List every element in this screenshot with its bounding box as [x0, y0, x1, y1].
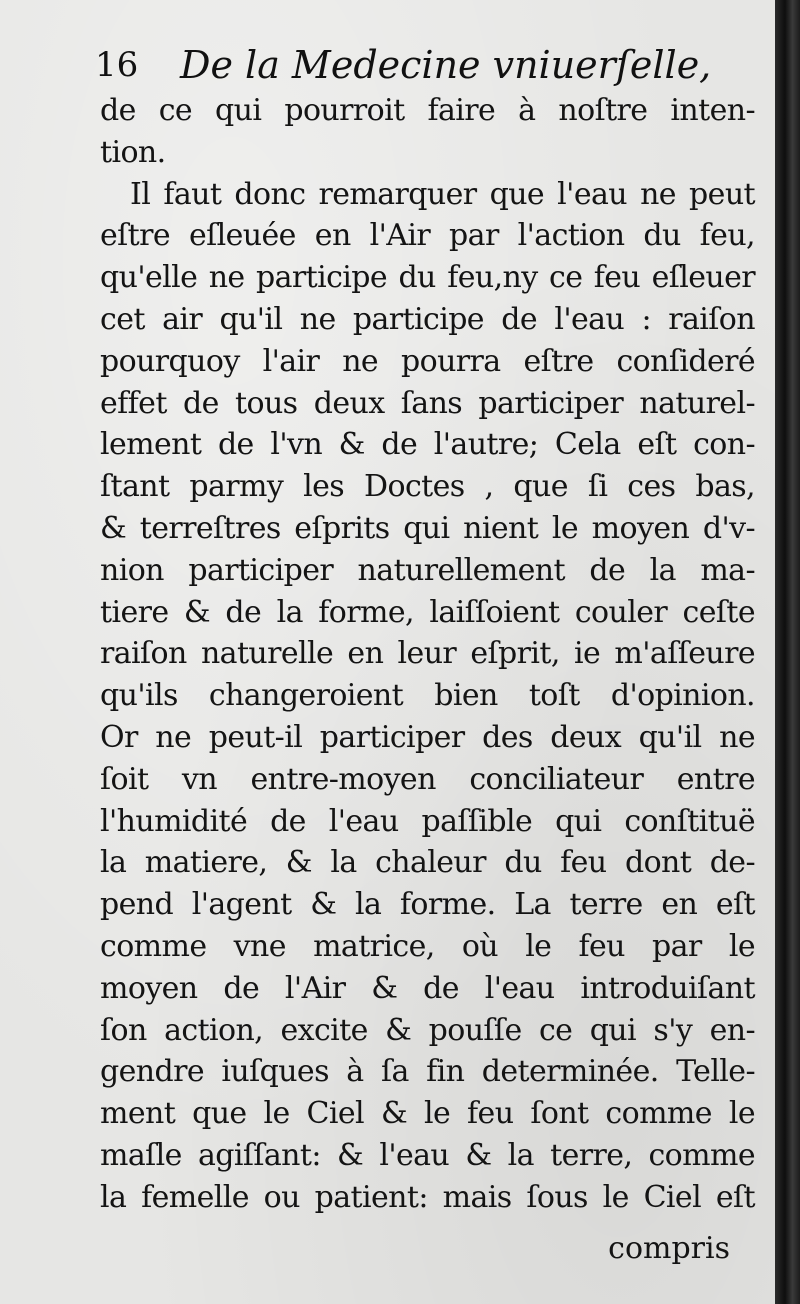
text-line: gendre iuſques à ſa fin determinée. Telle-	[100, 1054, 755, 1090]
catchword: compris	[608, 1231, 730, 1266]
text-line: raiſon naturelle en leur eſprit, ie m'aſſeure	[100, 636, 755, 672]
text-line: ment que le Ciel & le feu ſont comme le	[100, 1096, 755, 1132]
text-line: moyen de l'Air & de l'eau introduiſant	[100, 970, 755, 1006]
text-line: lement de l'vn & de l'autre; Cela eſt con-	[100, 427, 755, 463]
text-line: Or ne peut-il participer des deux qu'il ne	[100, 719, 755, 755]
page-header	[95, 40, 715, 90]
text-line: ſon action, excite & pouſſe ce qui s'y en-	[100, 1012, 755, 1048]
page-number: 16	[95, 45, 139, 85]
text-line: ſoit vn entre-moyen conciliateur entre	[100, 761, 755, 797]
text-line: ſtant parmy les Doctes , que ſi ces bas,	[100, 469, 755, 505]
text-line: l'humidité de l'eau paſſible qui conſtituë	[100, 803, 755, 839]
text-line: comme vne matrice, où le feu par le	[100, 928, 755, 964]
paragraph-start-line: Il faut donc remarquer que l'eau ne peut	[130, 176, 755, 212]
body-text	[100, 90, 755, 1219]
text-line: cet air qu'il ne participe de l'eau : raiſon	[100, 301, 755, 337]
text-line: maſle agiſſant: & l'eau & la terre, comme	[100, 1137, 755, 1173]
text-line: tion.	[100, 134, 166, 170]
text-line: tiere & de la forme, laiſſoient couler ceſte	[100, 594, 755, 630]
text-line: & terreſtres eſprits qui nient le moyen d'v-	[100, 510, 755, 546]
running-title: De la Medecine vniuerſelle,	[180, 43, 712, 87]
text-line: la femelle ou patient: mais ſous le Ciel eſt	[100, 1179, 755, 1215]
text-line: qu'ils changeroient bien toſt d'opinion.	[100, 678, 755, 714]
text-line: de ce qui pourroit faire à noſtre inten-	[100, 93, 755, 128]
text-line: la matiere, & la chaleur du feu dont de-	[100, 845, 755, 881]
text-line: effet de tous deux ſans participer naturel-	[100, 385, 755, 421]
text-line: pourquoy l'air ne pourra eſtre conſideré	[100, 343, 755, 379]
book-gutter	[775, 0, 800, 1304]
text-line: qu'elle ne participe du feu,ny ce feu eſleuer	[100, 260, 755, 296]
text-line: pend l'agent & la forme. La terre en eſt	[100, 887, 755, 923]
text-line: eſtre eſleuée en l'Air par l'action du feu,	[100, 218, 755, 254]
text-line: nion participer naturellement de la ma-	[100, 552, 755, 588]
